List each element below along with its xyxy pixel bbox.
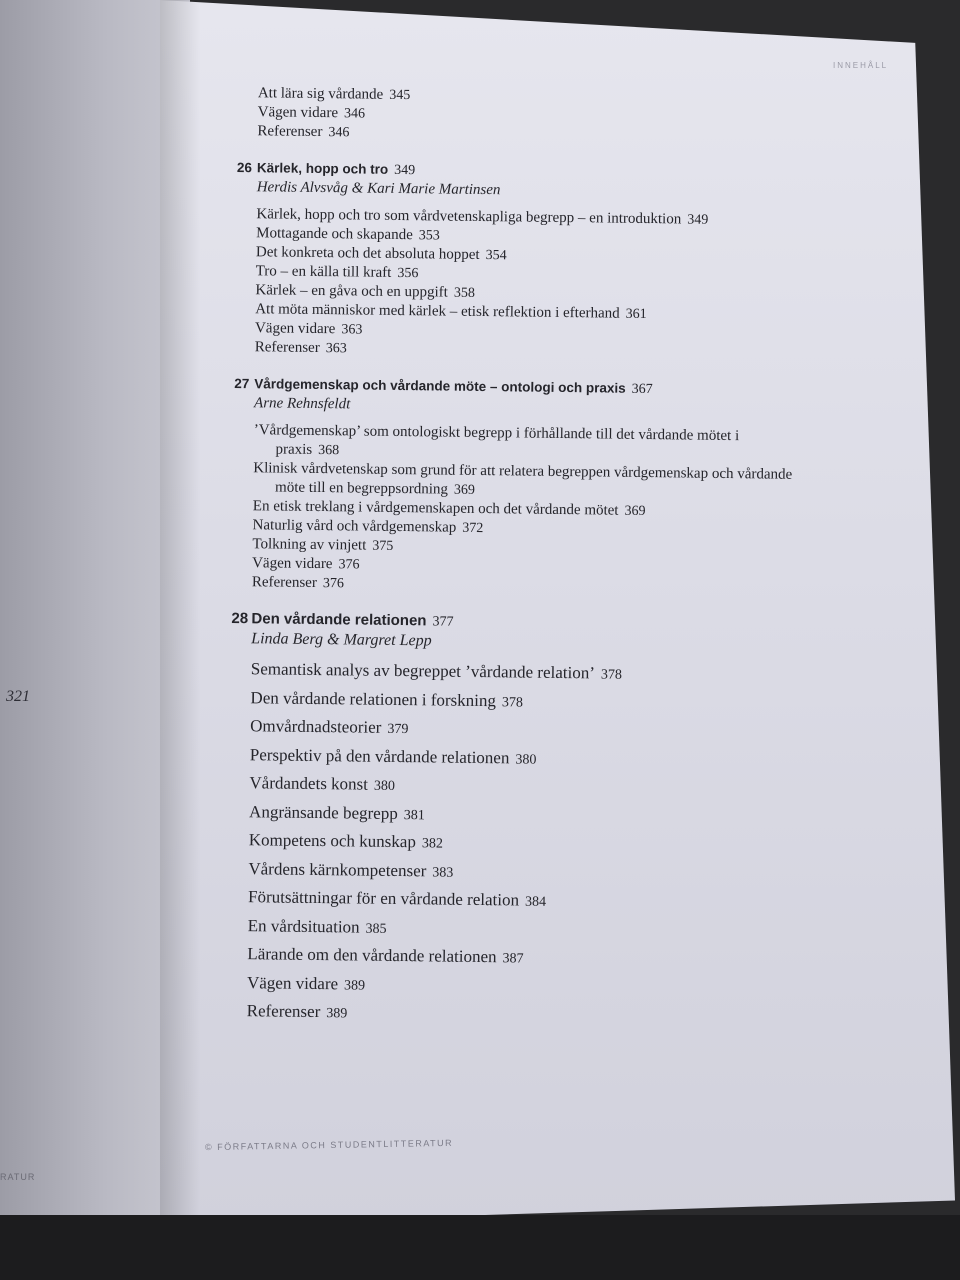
- toc-entry: Vårdens kärnkompetenser 383: [248, 858, 454, 881]
- toc-entry: Kärlek – en gåva och en uppgift 358: [255, 282, 475, 301]
- running-head: INNEHÅLL: [833, 61, 889, 70]
- toc-entry: Att lära sig vårdande 345: [257, 85, 411, 104]
- toc-entry: Semantisk analys av begreppet ’vårdande relation’ 378: [250, 659, 623, 683]
- intro-entries: [237, 84, 798, 148]
- toc-entry: Vägen vidare 363: [254, 320, 363, 338]
- toc-entry: Den vårdande relationen i forskning 378: [250, 687, 524, 711]
- toc-entry: Referenser 376: [251, 574, 344, 592]
- chapter-heading: 26 Kärlek, hopp och tro 349: [236, 159, 416, 179]
- toc-entry: Perspektiv på den vårdande relationen 380: [249, 744, 537, 768]
- toc-entry: En vårdsituation 385: [247, 915, 387, 937]
- toc-entry: Referenser 363: [254, 339, 347, 357]
- toc-entry: Vårdandets konst 380: [249, 773, 396, 794]
- toc-entry: Tolkning av vinjett 375: [252, 536, 394, 554]
- toc-entry: Det konkreta och det absoluta hoppet 354: [255, 244, 507, 264]
- chapter-authors: Arne Rehnsfeldt: [254, 395, 351, 413]
- toc-entry: Vägen vidare 389: [246, 972, 366, 994]
- toc-entry: Att möta människor med kärlek – etisk reflektion i efterhand 361: [255, 301, 647, 323]
- toc-entry: Klinisk vårdvetenskap som grund för att relatera begreppen vårdgemenskap och vårdande möte till en begreppsordning 369: [253, 460, 793, 498]
- toc-entry: Tro – en källa till kraft 356: [255, 263, 419, 282]
- toc-entry: Förutsättningar för en vårdande relation 384: [247, 887, 547, 910]
- chapter-heading: 27 Vårdgemenskap och vårdande möte – ontologi och praxis 367: [234, 375, 653, 398]
- left-page-footer-fragment: RATUR: [0, 1172, 36, 1182]
- toc-entry: Kärlek, hopp och tro som vårdvetenskapliga begrepp – en introduktion 349: [256, 206, 709, 228]
- toc-entry: Omvårdnadsteorier 379: [250, 716, 409, 738]
- toc-entry: Naturlig vård och vårdgemenskap 372: [252, 517, 484, 537]
- chapter-authors: Herdis Alvsvåg & Kari Marie Martinsen: [256, 179, 501, 199]
- toc-entry: Vägen vidare 376: [252, 555, 360, 573]
- toc-entry: Lärande om den vårdande relationen 387: [247, 944, 524, 967]
- page-gutter-shadow: [160, 0, 200, 1225]
- background-surface: [0, 1215, 960, 1280]
- toc-entry: Mottagande och skapande 353: [256, 225, 440, 244]
- page-footer: © FÖRFATTARNA OCH STUDENTLITTERATUR: [204, 1137, 454, 1153]
- toc-entry: Referenser 346: [257, 123, 350, 141]
- toc-entry: Vägen vidare 346: [257, 104, 366, 122]
- toc-entry: Kompetens och kunskap 382: [248, 830, 443, 852]
- chapter-authors: Linda Berg & Margret Lepp: [251, 630, 432, 650]
- left-page-number: 321: [6, 688, 30, 705]
- toc-entry: Angränsande begrepp 381: [249, 801, 425, 823]
- toc-entry: En etisk treklang i vårdgemenskapen och det vårdande mötet 369: [252, 498, 646, 520]
- chapter-26: [235, 159, 797, 364]
- toc-entry: ’Vårdgemenskap’ som ontologiskt begrepp i förhållande till det vårdande mötet i praxis 368: [253, 422, 740, 459]
- chapter-heading: 28 Den vårdande relationen 377: [231, 609, 454, 630]
- chapter-28: [226, 610, 791, 1033]
- toc-entry: Referenser 389: [246, 1001, 348, 1022]
- chapter-27: [232, 375, 795, 599]
- table-of-contents: [226, 84, 797, 1033]
